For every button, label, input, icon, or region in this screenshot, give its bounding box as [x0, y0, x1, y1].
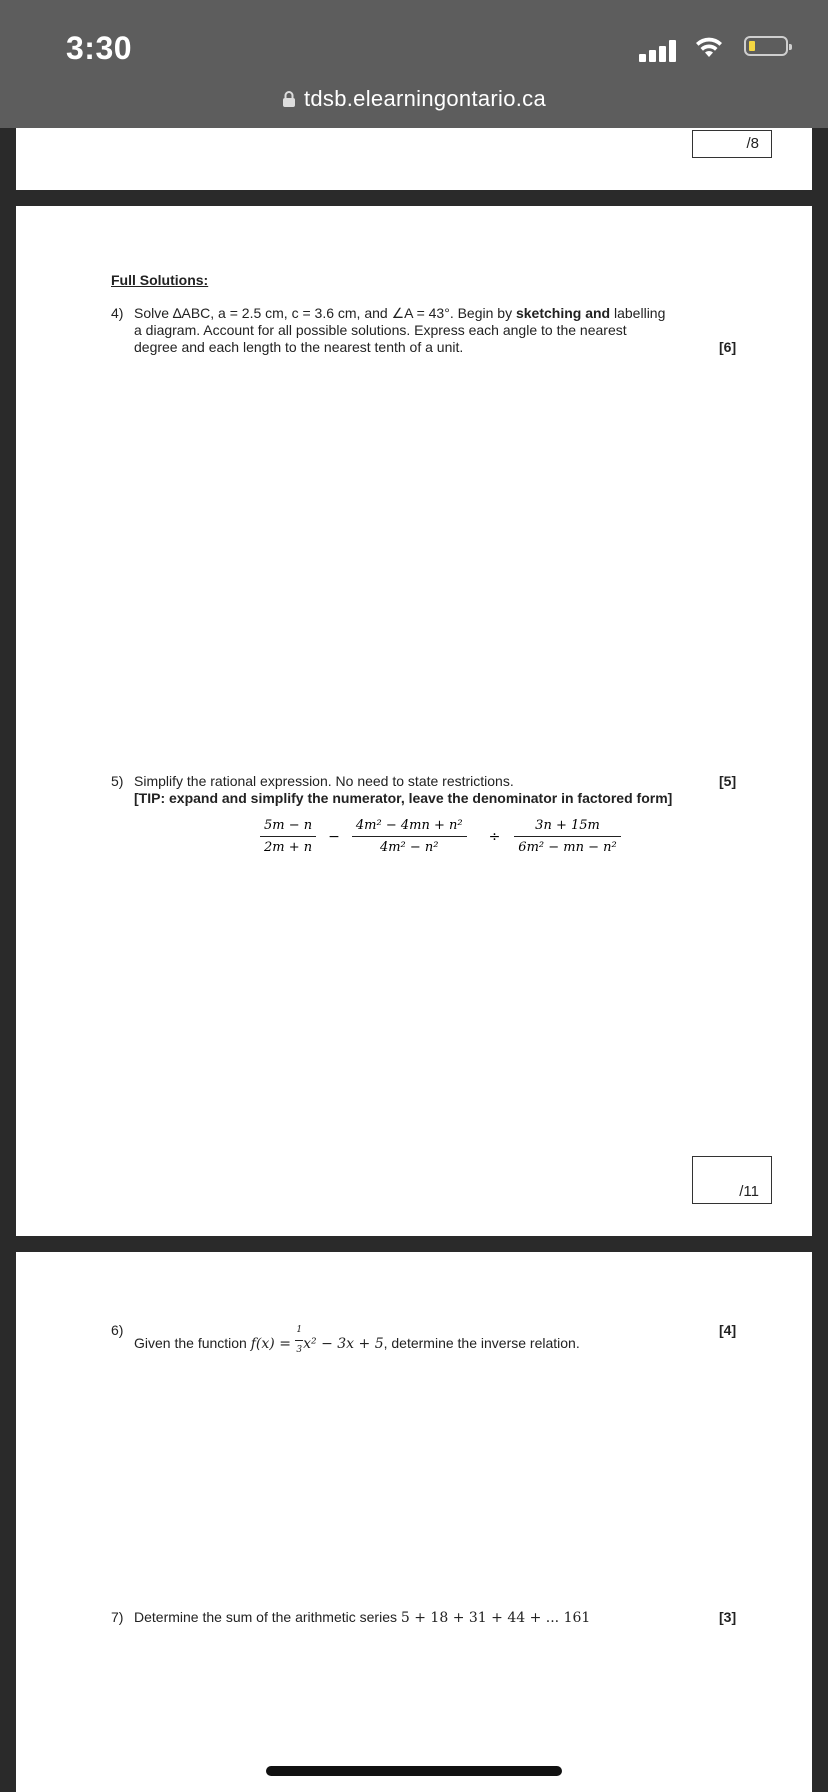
score-label: /8: [746, 135, 759, 152]
url-bar[interactable]: [0, 86, 828, 112]
score-label: /11: [739, 1183, 759, 1200]
url-text: tdsb.elearningontario.ca: [303, 86, 547, 111]
section-heading: Full Solutions:: [111, 272, 209, 288]
minus-operator: −: [328, 828, 340, 845]
question-6-marks: [4]: [719, 1322, 737, 1338]
question-5-number: 5): [111, 773, 124, 789]
question-4-text: [134, 305, 737, 356]
fraction-2: $\frac{\text{4m² − 4mn + n²}}{\text{4m² − n²}}$: [352, 818, 467, 855]
question-5-text: [134, 773, 737, 807]
score-box-11: [692, 1156, 772, 1204]
question-5-line-1: Simplify the rational expression. No need to state restrictions.: [134, 773, 514, 789]
question-4-line-3: degree and each length to the nearest tenth of a unit.: [134, 339, 464, 355]
question-6-number: 6): [111, 1322, 124, 1338]
fraction-3: $\frac{3n + 15m}{\text{6m² − mn − n²}}$: [514, 818, 620, 855]
question-6-text: Given the function f(x) = $\frac{1}{3}$ x² − 3x + 5, determine the inverse relation.: [134, 1322, 580, 1359]
score-box-8: [692, 130, 772, 158]
rational-expression: [260, 818, 621, 855]
fraction-1: $\frac{5m - n}{2m + n}$: [260, 818, 316, 855]
browser-chrome: [0, 0, 828, 128]
document-page-2: [16, 206, 812, 1236]
question-4-line-1: Solve ∆ABC, a = 2.5 cm, c = 3.6 cm, and ∠A = 43°. Begin by sketching and labelling: [134, 305, 666, 321]
question-5-marks: [5]: [719, 773, 737, 789]
battery-icon: [744, 36, 788, 56]
question-4-marks: [6]: [719, 339, 737, 355]
signal-icon: [639, 40, 681, 62]
question-4-number: 4): [111, 305, 124, 321]
wifi-icon: [694, 34, 724, 60]
question-7-number: 7): [111, 1609, 124, 1625]
arithmetic-series: 5 + 18 + 31 + 44 + ... 161: [400, 1610, 591, 1626]
question-7-marks: [3]: [719, 1609, 737, 1625]
status-time: 3:30: [66, 30, 133, 66]
question-5-tip: [TIP: expand and simplify the numerator, leave the denominator in factored form]: [134, 790, 673, 806]
lock-icon: [282, 90, 296, 108]
divide-operator: ÷: [488, 828, 501, 845]
question-7-text: Determine the sum of the arithmetic series 5 + 18 + 31 + 44 + ... 161: [134, 1609, 591, 1626]
document-page-3: [16, 1252, 812, 1792]
one-third-fraction: $\frac{1}{3}$: [295, 1322, 303, 1359]
question-4-line-2: a diagram. Account for all possible solutions. Express each angle to the nearest: [134, 322, 627, 338]
home-indicator[interactable]: [266, 1766, 562, 1776]
document-page-1: [16, 128, 812, 190]
